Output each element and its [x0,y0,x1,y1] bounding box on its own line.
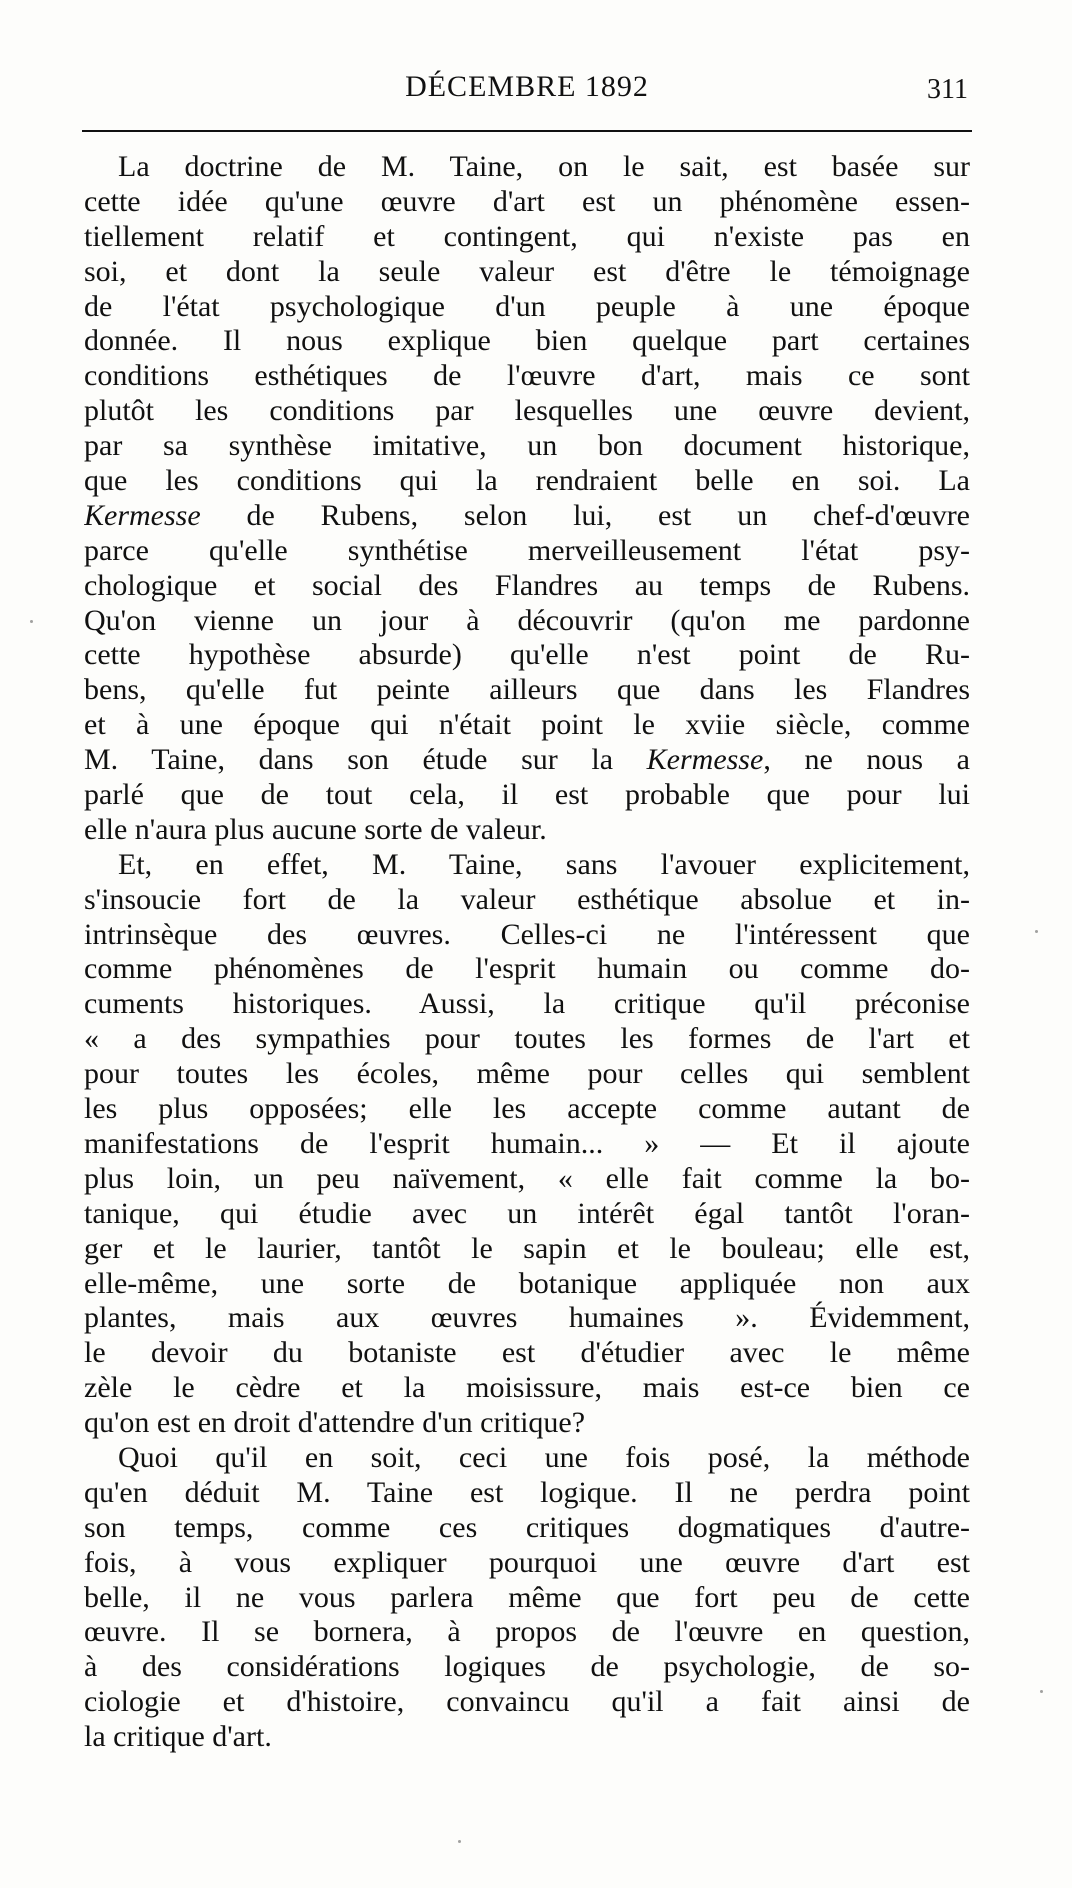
text-line: soi, et dont la seule valeur est d'être le témoignage [84,254,970,288]
paragraph [84,848,970,1441]
text-line: les plus opposées; elle les accepte comme autant de [84,1092,970,1126]
page-number: 311 [927,74,968,105]
print-speck [458,1840,461,1843]
text-line: à des considérations logiques de psychologie, de so- [84,1650,970,1684]
text-line: fois, à vous expliquer pourquoi une œuvre d'art est [84,1545,970,1579]
text-line: intrinsèque des œuvres. Celles-ci ne l'intéressent que [84,917,970,951]
text-line: la critique d'art. [84,1720,272,1754]
text-line: qu'on est en droit d'attendre d'un critique? [84,1406,586,1440]
text-line: Qu'on vienne un jour à découvrir (qu'on me pardonne [84,603,970,637]
text-line: elle n'aura plus aucune sorte de valeur. [84,812,547,846]
text-line: M. Taine, dans son étude sur la Kermesse, ne nous a [84,743,970,777]
text-line: bens, qu'elle fut peinte ailleurs que dans les Flandres [84,673,970,707]
paragraph [84,150,970,848]
text-line: ciologie et d'histoire, convaincu qu'il a fait ainsi de [84,1685,970,1719]
text-line: le devoir du botaniste est d'étudier avec le même [84,1336,970,1370]
text-line: parlé que de tout cela, il est probable que pour lui [84,778,970,812]
body-text [84,150,970,1755]
running-title: DÉCEMBRE 1892 [405,70,649,103]
text-line: tanique, qui étudie avec un intérêt égal tantôt l'oran- [84,1196,970,1230]
text-line: plantes, mais aux œuvres humaines ». Évidemment, [84,1301,970,1335]
text-line: s'insoucie fort de la valeur esthétique absolue et in- [84,882,970,916]
text-line: de l'état psychologique d'un peuple à une époque [84,289,970,323]
text-line: que les conditions qui la rendraient belle en soi. La [84,464,970,498]
text-line: par sa synthèse imitative, un bon document historique, [84,429,970,463]
header-rule [82,130,972,132]
text-line: cette hypothèse absurde) qu'elle n'est point de Ru- [84,638,970,672]
text-line: plus loin, un peu naïvement, « elle fait comme la bo- [84,1161,970,1195]
text-line: donnée. Il nous explique bien quelque part certaines [84,324,970,358]
text-line: conditions esthétiques de l'œuvre d'art, mais ce sont [84,359,970,393]
text-line: qu'en déduit M. Taine est logique. Il ne perdra point [84,1475,970,1509]
text-line: et à une époque qui n'était point le xviie siècle, comme [84,708,970,742]
text-line: cette idée qu'une œuvre d'art est un phénomène essen- [84,184,970,218]
text-line: Kermesse de Rubens, selon lui, est un chef-d'œuvre [84,498,970,532]
text-line: cuments historiques. Aussi, la critique qu'il préconise [84,987,970,1021]
text-line: La doctrine de M. Taine, on le sait, est basée sur [118,150,970,183]
text-line: pour toutes les écoles, même pour celles qui semblent [84,1057,970,1091]
print-speck [30,620,33,623]
italic-title: Kermesse [646,743,764,777]
italic-title: Kermesse [84,498,201,532]
print-speck [1040,1690,1043,1693]
text-line: elle-même, une sorte de botanique appliquée non aux [84,1266,970,1300]
page-header [82,70,972,120]
text-line: plutôt les conditions par lesquelles une œuvre devient, [84,394,970,428]
print-speck [1035,930,1038,933]
text-line: tiellement relatif et contingent, qui n'existe pas en [84,219,970,253]
text-line: parce qu'elle synthétise merveilleusement l'état psy- [84,533,970,567]
text-line: belle, il ne vous parlera même que fort peu de cette [84,1580,970,1614]
text-line: zèle le cèdre et la moisissure, mais est-ce bien ce [84,1371,970,1405]
text-line: manifestations de l'esprit humain... » — Et il ajoute [84,1126,970,1160]
text-line: chologique et social des Flandres au temps de Rubens. [84,568,970,602]
text-line: son temps, comme ces critiques dogmatiques d'autre- [84,1510,970,1544]
text-line: ger et le laurier, tantôt le sapin et le bouleau; elle est, [84,1231,970,1265]
text-line: Et, en effet, M. Taine, sans l'avouer explicitement, [118,847,970,881]
paragraph [84,1441,970,1755]
text-line: œuvre. Il se bornera, à propos de l'œuvre en question, [84,1615,970,1649]
text-line: « a des sympathies pour toutes les formes de l'art et [84,1022,970,1056]
text-line: comme phénomènes de l'esprit humain ou comme do- [84,952,970,986]
text-line: Quoi qu'il en soit, ceci une fois posé, la méthode [118,1440,970,1474]
